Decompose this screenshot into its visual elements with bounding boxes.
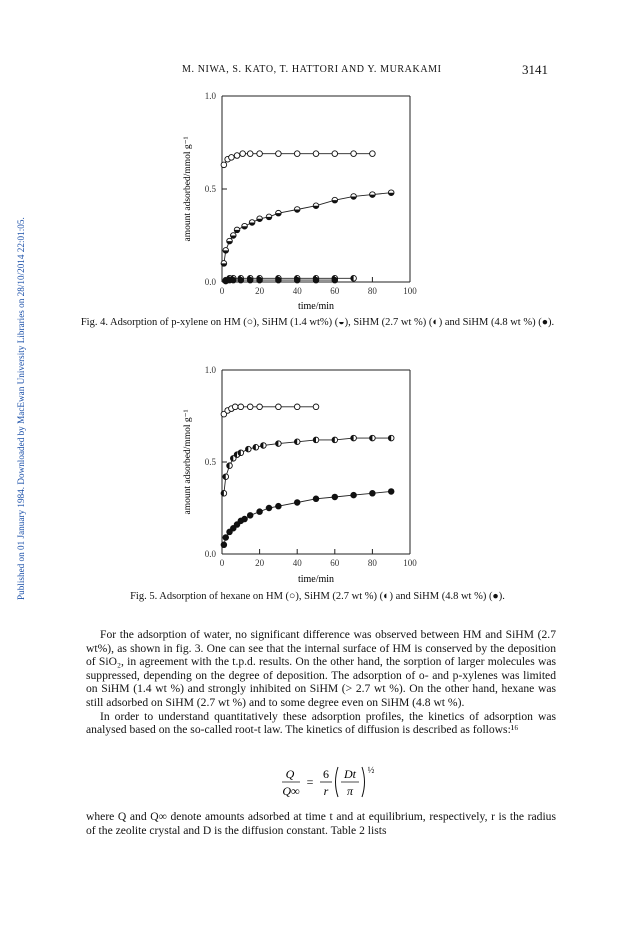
fig4-ytick-label: 0.5 xyxy=(204,184,216,194)
fig4-series-1-point xyxy=(221,261,227,267)
fig4-series-0-point xyxy=(370,151,376,157)
fig4-ytick-label: 0.0 xyxy=(204,277,216,287)
fig4-series-1-point xyxy=(242,223,248,229)
fig4-series-3-point xyxy=(247,277,253,283)
eq-dt: Dt xyxy=(344,767,356,781)
fig4-series-0-point xyxy=(247,151,253,157)
fig4-series-1-point xyxy=(332,197,338,203)
fig4-xtick-label: 100 xyxy=(403,286,417,296)
eq-equals: = xyxy=(306,775,314,789)
fig4-series-1-point xyxy=(230,233,236,239)
fig4-xtick-label: 0 xyxy=(219,286,225,296)
fig5-xtick-label: 40 xyxy=(292,558,302,568)
fig5-series-1-point xyxy=(370,435,376,441)
fig4-series-1-point xyxy=(370,192,376,198)
fig4-series-1-point xyxy=(249,220,255,226)
paragraph-3: where Q and Q∞ denote amounts adsorbed at time t and at equilibrium, respectively, r is the radius of the zeolite crystal and D is the diffusion constant. Table 2 lists xyxy=(86,810,556,837)
fig4-series-1-point xyxy=(266,214,272,220)
fig4-series-3-point xyxy=(294,277,300,283)
fig5-series-1-point xyxy=(238,450,244,456)
fig5-series-0-point xyxy=(257,404,263,410)
fig4-series-1-point xyxy=(388,190,394,196)
fig4-series-3-point xyxy=(230,277,236,283)
sidebar-watermark xyxy=(4,160,26,600)
fig5-series-2-point xyxy=(266,505,272,511)
fig4-series-0-point xyxy=(313,151,319,157)
fig5-ytick-label: 1.0 xyxy=(204,365,216,375)
fig5-series-1-point xyxy=(313,437,319,443)
fig5-series-1-point xyxy=(388,435,394,441)
fig4-xtick-label: 60 xyxy=(330,286,340,296)
running-head: M. NIWA, S. KATO, T. HATTORI AND Y. MURAKAMI xyxy=(182,64,442,75)
eq-pi: π xyxy=(346,784,354,798)
eq-q-inf: Q∞ xyxy=(282,784,300,798)
fig4-series-0-point xyxy=(229,155,235,161)
fig5-series-2-point xyxy=(370,490,376,496)
eq-exponent: ½ xyxy=(367,765,375,775)
page-number: 3141 xyxy=(522,62,548,77)
body-section-2 xyxy=(86,810,556,837)
fig5-series-1-point xyxy=(223,474,229,480)
root-t-equation xyxy=(280,763,400,803)
fig5-xtick-label: 60 xyxy=(330,558,340,568)
fig5-ytick-label: 0.0 xyxy=(204,549,216,559)
fig5-series-0-point xyxy=(313,404,319,410)
fig5-series-1-point xyxy=(351,435,357,441)
eq-six: 6 xyxy=(323,767,329,781)
fig4-series-3-point xyxy=(332,277,338,283)
fig4-series-1-point xyxy=(276,210,282,216)
figure-5-xlabel: time/min xyxy=(297,574,335,585)
fig5-series-1-point xyxy=(221,490,227,496)
fig4-xtick-label: 80 xyxy=(367,286,377,296)
fig5-series-1-point xyxy=(227,463,233,469)
figure-5-caption: Fig. 5. Adsorption of hexane on HM (○), SiHM (2.7 wt %) (◐) and SiHM (4.8 wt %) (●). xyxy=(130,591,505,602)
figure-4-xlabel: time/min xyxy=(297,301,335,312)
fig5-xtick-label: 0 xyxy=(219,558,225,568)
fig4-series-0-point xyxy=(276,151,282,157)
figure-4-ylabel: amount adsorbed/mmol g⁻¹ xyxy=(183,136,193,242)
fig4-series-1-point xyxy=(223,248,229,254)
fig4-series-0-point xyxy=(332,151,338,157)
fig5-xtick-label: 100 xyxy=(403,558,417,568)
fig5-series-2-point xyxy=(257,509,263,515)
fig5-series-1-point xyxy=(253,444,259,450)
fig4-series-3-point xyxy=(313,277,319,283)
fig5-xtick-label: 80 xyxy=(367,558,377,568)
fig4-series-0-point xyxy=(240,151,246,157)
fig4-series-0-point xyxy=(351,151,357,157)
fig5-series-2-point xyxy=(332,494,338,500)
figure-5-frame xyxy=(222,370,410,554)
fig4-series-0-point xyxy=(234,153,240,159)
figure-5-chart xyxy=(170,362,440,590)
fig4-series-1-line xyxy=(224,193,391,264)
eq-q: Q xyxy=(285,767,295,781)
fig4-series-0-point xyxy=(257,151,263,157)
figure-4-frame xyxy=(222,96,410,282)
fig4-xtick-label: 20 xyxy=(255,286,265,296)
fig5-series-0-point xyxy=(276,404,282,410)
fig5-series-1-point xyxy=(261,443,267,449)
fig5-series-2-point xyxy=(351,492,357,498)
fig4-xtick-label: 40 xyxy=(292,286,302,296)
fig4-series-1-point xyxy=(257,216,263,222)
fig4-series-1-point xyxy=(227,238,233,244)
figure-4-chart xyxy=(170,88,440,318)
fig4-series-0-point xyxy=(294,151,300,157)
fig4-series-2-point xyxy=(351,275,357,281)
fig4-series-1-point xyxy=(313,203,319,209)
fig5-series-1-point xyxy=(276,441,282,447)
eq-r: r xyxy=(323,784,329,798)
fig5-series-0-point xyxy=(247,404,253,410)
fig5-series-0-point xyxy=(238,404,244,410)
fig5-series-2-point xyxy=(388,489,394,495)
paragraph-1: For the adsorption of water, no significant difference was observed between HM and SiHM (2.7 wt%), as shown in fig. 3. One can see that the internal surface of HM is conserved by the deposition of SiO₂, in agreement with the t.p.d. results. On the other hand, the sorption of larger molecules was suppressed, depending on the degree of deposition. The adsorption of o- and p-xylenes was limited on SiHM (1.4 wt %) and strongly inhibited on SiHM (> 2.7 wt %). On the other hand, hexane was still adsorbed on SiHM (2.7 wt %) and to some degree even on SiHM (4.8 wt %). xyxy=(86,628,556,709)
fig4-series-3-point xyxy=(276,277,282,283)
fig5-series-2-point xyxy=(313,496,319,502)
figure-4-caption: Fig. 4. Adsorption of p-xylene on HM (○), SiHM (1.4 wt%) (◒), SiHM (2.7 wt %) (◐) and SiHM (4.8 wt %) (●). xyxy=(80,317,555,328)
fig5-series-1-point xyxy=(332,437,338,443)
fig4-ytick-label: 1.0 xyxy=(204,91,216,101)
fig5-series-0-point xyxy=(294,404,300,410)
fig5-series-2-point xyxy=(242,516,248,522)
fig4-series-1-point xyxy=(351,194,357,200)
fig5-series-1-point xyxy=(246,446,252,452)
fig5-series-0-point xyxy=(232,404,238,410)
fig5-series-2-point xyxy=(221,542,227,548)
paragraph-2: In order to understand quantitatively these adsorption profiles, the kinetics of adsorption was analysed based on the so-called root-t law. The kinetics of diffusion is described as follows:¹⁶ xyxy=(86,709,556,737)
fig5-ytick-label: 0.5 xyxy=(204,457,216,467)
fig4-series-1-point xyxy=(234,227,240,233)
fig5-series-2-point xyxy=(223,535,229,541)
fig5-series-1-point xyxy=(294,439,300,445)
figure-5-ylabel: amount adsorbed/mmol g⁻¹ xyxy=(183,409,193,515)
fig4-series-3-point xyxy=(238,277,244,283)
fig5-series-2-point xyxy=(294,500,300,506)
fig5-xtick-label: 20 xyxy=(255,558,265,568)
fig4-series-0-point xyxy=(221,162,227,168)
fig4-series-1-point xyxy=(294,207,300,213)
fig5-series-2-point xyxy=(276,503,282,509)
sidebar-watermark-text: Published on 01 January 1984. Downloaded by MacEwan University Libraries on 28/10/2014 22:01:05. xyxy=(16,217,26,600)
body-section xyxy=(86,628,556,737)
fig4-series-3-point xyxy=(257,277,263,283)
page-header xyxy=(0,64,636,80)
fig5-series-2-point xyxy=(247,513,253,519)
